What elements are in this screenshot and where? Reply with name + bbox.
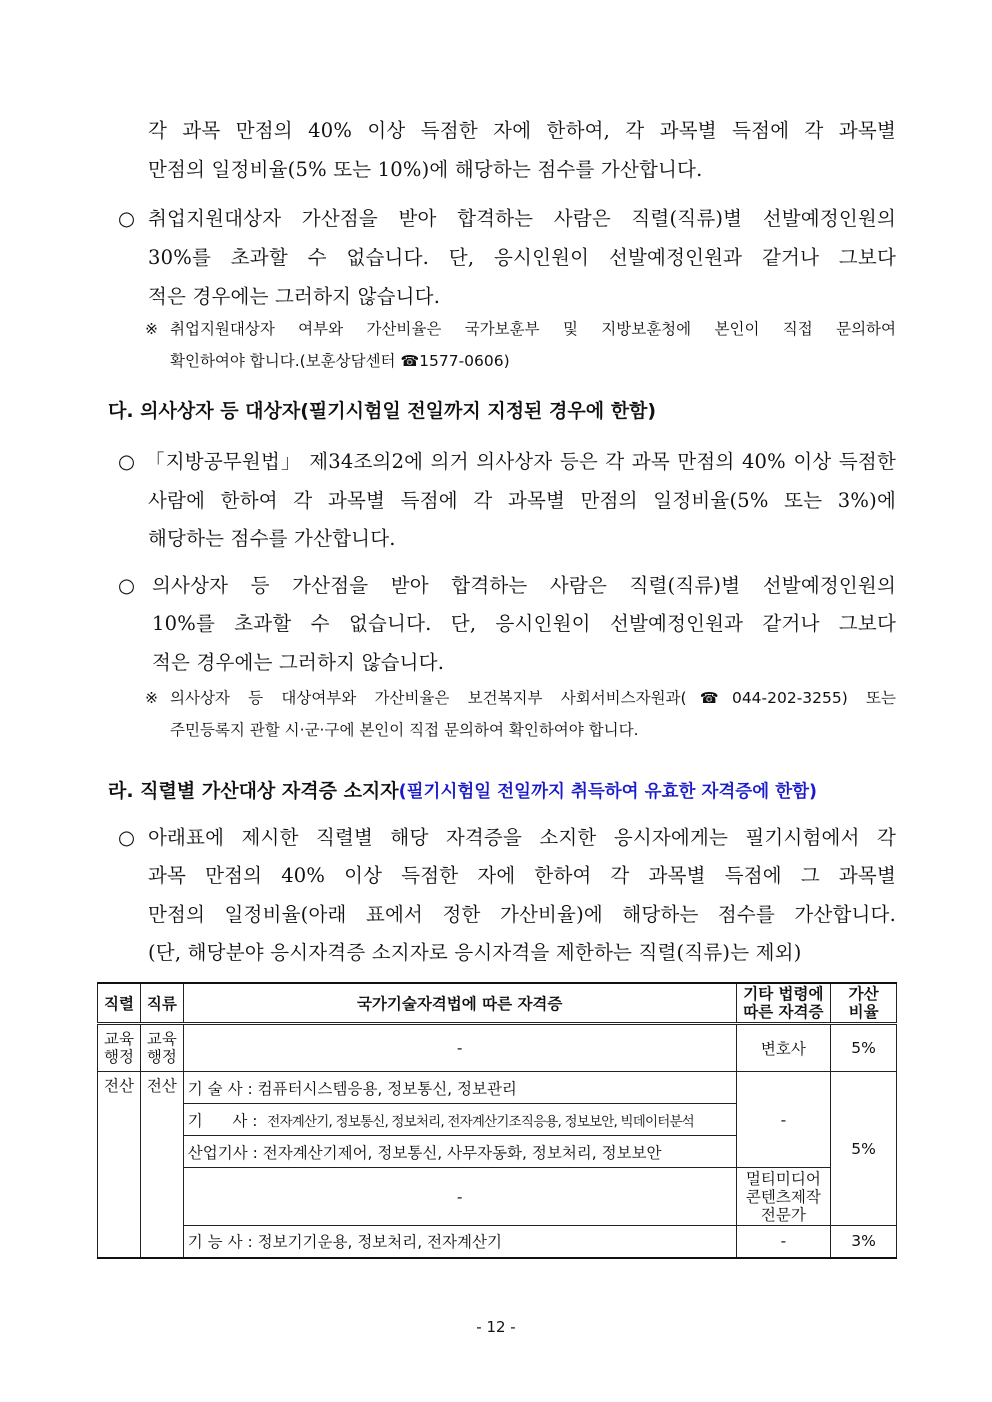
da-note-text: 의사상자 등 대상여부와 가산비율은 보건복지부 사회서비스자원과(	[170, 689, 687, 707]
header-other-cert	[736, 983, 831, 1024]
cell-text: 행정	[146, 1048, 177, 1066]
note-mark: ※	[145, 320, 158, 338]
employment-note-line-1: 취업지원대상자 여부와 가산비율은 국가보훈부 및 지방보훈청에 본인이 직접 문의하여	[170, 320, 896, 338]
table-header-row	[98, 983, 897, 1024]
cell-craftsman-certs: 기 능 사 : 정보기기운용, 정보처리, 전자계산기	[183, 1226, 736, 1258]
cell-text: 콘텐츠제작	[745, 1187, 821, 1206]
header-national-cert: 국가기술자격법에 따른 자격증	[183, 983, 736, 1024]
cell-class-education	[140, 1024, 183, 1072]
employment-note-line-2	[170, 350, 510, 372]
table-row-education	[98, 1024, 897, 1072]
da-note-line-1	[170, 687, 896, 709]
phone-icon: ☎	[686, 689, 732, 707]
cell-series-education	[98, 1024, 141, 1072]
header-series: 직렬	[98, 983, 141, 1024]
section-da-title: 다. 의사상자 등 대상자(필기시험일 전일까지 지정된 경우에 한함)	[108, 400, 657, 422]
cell-rate-education: 5%	[831, 1024, 897, 1072]
section-ra-title-main: 라. 직렬별 가산대상 자격증 소지자	[108, 780, 399, 802]
cell-other-it: -	[736, 1072, 831, 1168]
ra-item-line-3: 만점의 일정비율(아래 표에서 정한 가산비율)에 해당하는 점수를 가산합니다.	[148, 903, 896, 926]
da-note-line-2: 주민등록지 관할 시·군·구에 본인이 직접 문의하여 확인하여야 합니다.	[170, 721, 639, 739]
cell-other-multimedia	[736, 1168, 831, 1226]
bullet-circle: ○	[118, 450, 136, 473]
page-number: - 12 -	[476, 1318, 516, 1336]
da-item1-line-1: 「지방공무원법」 제34조의2에 의거 의사상자 등은 각 과목 만점의 40% 이상 득점한	[145, 450, 896, 473]
header-class: 직류	[140, 983, 183, 1024]
cell-rate-it: 5%	[831, 1072, 897, 1226]
cell-other-education: 변호사	[736, 1024, 831, 1072]
phone-icon: ☎	[400, 352, 420, 370]
cell-rate-craftsman: 3%	[831, 1226, 897, 1258]
da-item1-line-3: 해당하는 점수를 가산합니다.	[148, 527, 396, 550]
header-other-cert-line-1: 기타 법령에	[743, 985, 824, 1003]
table-row-it-craftsman	[98, 1226, 897, 1258]
header-rate-line-1: 가산	[848, 985, 879, 1003]
header-rate-line-2: 비율	[848, 1003, 879, 1021]
section-ra-title	[108, 778, 817, 805]
header-rate	[831, 983, 897, 1024]
cell-national-multimedia: -	[183, 1168, 736, 1226]
table-row-it-multimedia	[98, 1168, 897, 1226]
cell-text: 교육	[146, 1030, 177, 1048]
employment-note-text: 확인하여야 합니다.(보훈상담센터	[170, 352, 401, 370]
certificate-table	[97, 982, 897, 1259]
da-item1-line-2: 사람에 한하여 각 과목별 득점에 각 과목별 만점의 일정비율(5% 또는 3%)에	[148, 489, 896, 512]
cell-technician-certs	[183, 1104, 736, 1136]
cell-class-it: 전산	[140, 1072, 183, 1258]
cell-industrial-certs: 산업기사 : 전자계산기제어, 정보통신, 사무자동화, 정보처리, 정보보안	[183, 1136, 736, 1168]
technician-list: 전자계산기, 정보통신, 정보처리, 전자계산기조직응용, 정보보안, 빅데이터분석	[267, 1113, 694, 1130]
intro-line-2: 만점의 일정비율(5% 또는 10%)에 해당하는 점수를 가산합니다.	[148, 158, 703, 181]
cell-other-craftsman: -	[736, 1226, 831, 1258]
intro-line-1: 각 과목 만점의 40% 이상 득점한 자에 한하여, 각 과목별 득점에 각 과목별	[148, 119, 896, 142]
header-other-cert-line-2: 따른 자격증	[743, 1003, 824, 1021]
employment-limit-line-1: 취업지원대상자 가산점을 받아 합격하는 사람은 직렬(직류)별 선발예정인원의	[148, 207, 896, 230]
cell-text: 행정	[103, 1048, 134, 1066]
note-mark: ※	[145, 689, 158, 707]
ra-item-line-1: 아래표에 제시한 직렬별 해당 자격증을 소지한 응시자에게는 필기시험에서 각	[148, 826, 896, 849]
cell-text: 교육	[103, 1030, 134, 1048]
section-ra-title-condition: (필기시험일 전일까지 취득하여 유효한 자격증에 한함)	[398, 782, 818, 802]
bullet-circle: ○	[118, 574, 136, 597]
technician-label: 기 사 :	[187, 1111, 268, 1130]
ra-item-line-4: (단, 해당분야 응시자격증 소지자로 응시자격을 제한하는 직렬(직류)는 제외)	[148, 941, 802, 964]
cell-series-it: 전산	[98, 1072, 141, 1258]
table-row-it-engineer	[98, 1072, 897, 1104]
employment-note-phone: 1577-0606)	[419, 352, 510, 370]
cell-engineer-certs: 기 술 사 : 컴퓨터시스템응용, 정보통신, 정보관리	[183, 1072, 736, 1104]
cell-text: 멀티미디어	[745, 1169, 821, 1188]
employment-limit-line-3: 적은 경우에는 그러하지 않습니다.	[148, 285, 441, 308]
bullet-circle: ○	[118, 826, 136, 849]
da-item2-line-1: 의사상자 등 가산점을 받아 합격하는 사람은 직렬(직류)별 선발예정인원의	[152, 574, 896, 597]
cell-text: 전문가	[760, 1205, 806, 1224]
employment-limit-line-2: 30%를 초과할 수 없습니다. 단, 응시인원이 선발예정인원과 같거나 그보다	[148, 246, 896, 269]
bullet-circle: ○	[118, 207, 136, 230]
da-item2-line-3: 적은 경우에는 그러하지 않습니다.	[152, 651, 445, 674]
ra-item-line-2: 과목 만점의 40% 이상 득점한 자에 한하여 각 과목별 득점에 그 과목별	[148, 864, 896, 887]
cell-national-education: -	[183, 1024, 736, 1072]
da-item2-line-2: 10%를 초과할 수 없습니다. 단, 응시인원이 선발예정인원과 같거나 그보다	[152, 612, 896, 635]
da-note-phone: 044-202-3255) 또는	[731, 689, 897, 707]
